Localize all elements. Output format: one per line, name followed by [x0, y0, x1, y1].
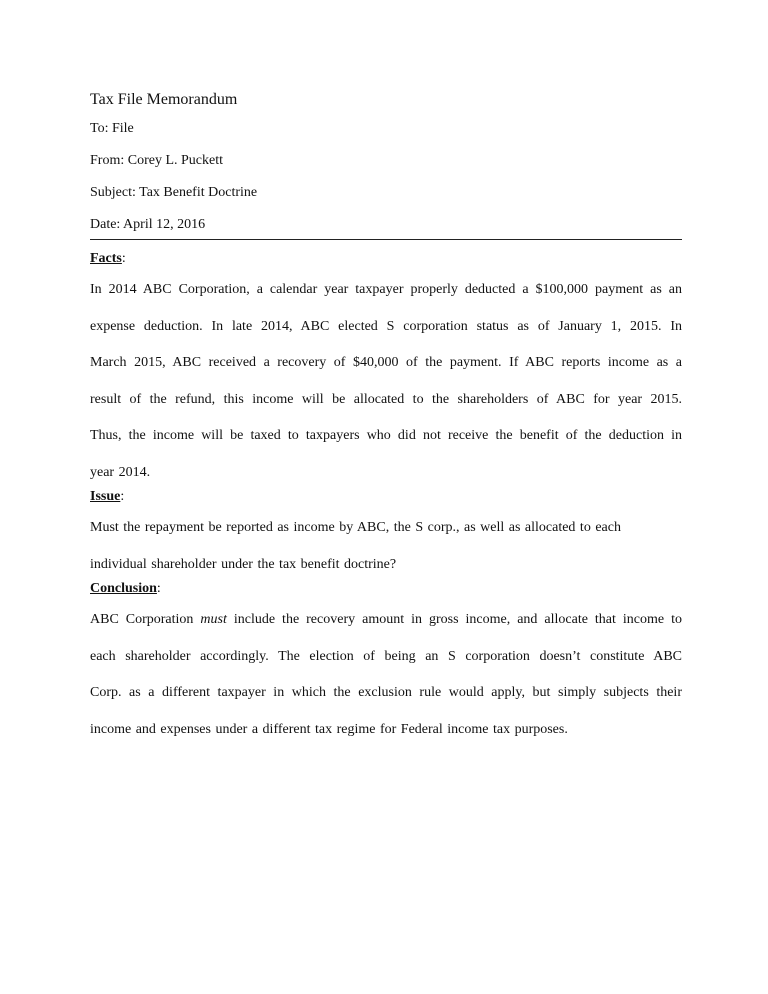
issue-heading: Issue: [90, 489, 121, 504]
facts-heading: Facts: [90, 251, 122, 266]
conclusion-line1-rest: include the recovery amount in gross income, and allocate that income to: [226, 612, 682, 627]
facts-colon: :: [121, 251, 126, 266]
memo-content: [90, 89, 682, 745]
conclusion-line: income and expenses under a different tax regime for Federal income tax purposes.: [90, 721, 568, 737]
facts-line: Thus, the income will be taxed to taxpayers who did not receive the benefit of the deduction in: [90, 428, 682, 443]
memo-subject: Subject: Tax Benefit Doctrine: [90, 185, 258, 200]
memo-title: Tax File Memorandum: [90, 91, 238, 108]
memo-to: To: File: [90, 121, 134, 136]
issue-colon: :: [120, 489, 125, 504]
facts-line: expense deduction. In late 2014, ABC elected S corporation status as of January 1, 2015. In: [90, 318, 682, 334]
issue-line: Must the repayment be reported as income by ABC, the S corp., as well as allocated to each: [90, 520, 621, 535]
memo-date: Date: April 12, 2016: [90, 217, 206, 232]
facts-line: In 2014 ABC Corporation, a calendar year taxpayer properly deducted a $100,000 payment as an: [90, 282, 682, 297]
header-divider: [90, 239, 682, 240]
issue-paragraph: [90, 510, 682, 583]
issue-line: individual shareholder under the tax benefit doctrine?: [90, 556, 397, 572]
conclusion-line: each shareholder accordingly. The election of being an S corporation doesn’t constitute ABC: [90, 648, 682, 664]
facts-line: year 2014.: [90, 464, 151, 480]
conclusion-line1-start: ABC Corporation: [90, 612, 201, 627]
conclusion-heading: Conclusion: [90, 581, 157, 596]
conclusion-line: Corp. as a different taxpayer in which the exclusion rule would apply, but simply subjects their: [90, 685, 682, 700]
issue-heading-row: [90, 488, 682, 506]
conclusion-line: [90, 602, 682, 639]
facts-paragraph: [90, 272, 682, 491]
facts-line: March 2015, ABC received a recovery of $40,000 of the payment. If ABC reports income as a: [90, 355, 682, 370]
memo-from: From: Corey L. Puckett: [90, 153, 223, 168]
facts-line: result of the refund, this income will be allocated to the shareholders of ABC for year 2015.: [90, 391, 682, 407]
conclusion-colon: :: [156, 581, 161, 596]
conclusion-emphasis: must: [200, 612, 227, 627]
facts-heading-row: [90, 250, 682, 268]
conclusion-paragraph: [90, 602, 682, 748]
